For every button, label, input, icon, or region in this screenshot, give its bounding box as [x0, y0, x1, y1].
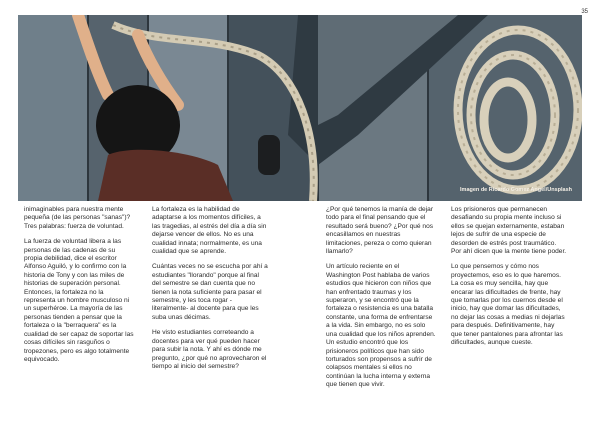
photo-caption: Imagen de Ricardo Gomez Angel/Unsplash	[460, 187, 572, 193]
text-column-1	[24, 206, 148, 371]
paragraph: La fortaleza es la habilidad de adaptarse a los momentos difíciles, a las tragedias, al estrés del día a día sin dejarse vencer de ellos. No es una cualidad innata; normalmente, es una cualidad que se aprende.	[152, 206, 267, 256]
paragraph: Lo que pensemos y cómo nos proyectemos, eso es lo que haremos. La cosa es muy sencilla, hay que encarar las dificultades de frente, hay que tomarlas por los cuernos desde el inicio, hay que domar las dificultades, no dejar las cosas a medias ni dejarlas para después. Definitivamente, hay que tener pantalones para afrontar las dificultades, aunque cueste.	[451, 263, 565, 347]
text-column-3	[326, 206, 444, 397]
photo-illustration	[18, 15, 582, 201]
text-column-2	[152, 206, 275, 378]
paragraph: Cuántas veces no se escucha por ahí a estudiantes "llorando" porque al final del semestre se dan cuenta que no tienen la nota suficiente para pasar el semestre, y les toca rogar - literalmente- al docente para que les suba unas décimas.	[152, 263, 268, 321]
paragraph: La fuerza de voluntad libera a las personas de las cadenas de su propia debilidad, dice el escritor Alfonso Aguiló, y lo confirmo con la historia de Tony y con las miles de historias de superación personal. Entonces, la fortaleza no la representa un hombre musculoso ni un superhéroe. La mayoría de las personas tienden a pensar que la fortaleza o la "berraquera" es la cualidad de ser capaz de soportar las cosas difíciles sin rasguños o tropezones, pero es algo totalmente equivocado.	[24, 238, 134, 363]
paragraph: inimaginables para nuestra mente pequeña (de las personas "sanas")? Tres palabras: fuerza de voluntad.	[24, 206, 131, 230]
header-photo	[18, 15, 582, 201]
paragraph: ¿Por qué tenemos la manía de dejar todo para el final pensando que el resultado será bueno? ¿Por qué nos encasillamos en nuestras limitaciones, pereza o como quieran llamarlo?	[326, 206, 434, 256]
paragraph: Un artículo reciente en el Washington Post hablaba de varios estudios que hicieron con niños que han enfrentado traumas y los superaron, y se encontró que la fortaleza o resistencia es una batalla constante, una forma de enfrentarse a la vida. Sin embargo, no es solo una cualidad que los niños aprenden. Un estudio encontró que los prisioneros políticos que han sido torturados son propensos a sufrir de colapsos mentales si ellos no continúan la lucha interna y externa que tienen que vivir.	[326, 263, 436, 389]
text-column-4	[451, 206, 579, 355]
page-number: 35	[581, 9, 588, 15]
paragraph: He visto estudiantes correteando a docentes para ver qué pueden hacer para subir la nota. Y ahí es dónde me pregunto, ¿por qué no aprovecharon el tiempo al inicio del semestre?	[152, 329, 267, 370]
paragraph: Los prisioneros que permanecen desafiando su propia mente incluso si ellos se quejan externamente, estaban lejos de sufrir de una especie de desorden de estrés post traumático. Por ahí dicen que la mente tiene poder.	[451, 206, 567, 256]
